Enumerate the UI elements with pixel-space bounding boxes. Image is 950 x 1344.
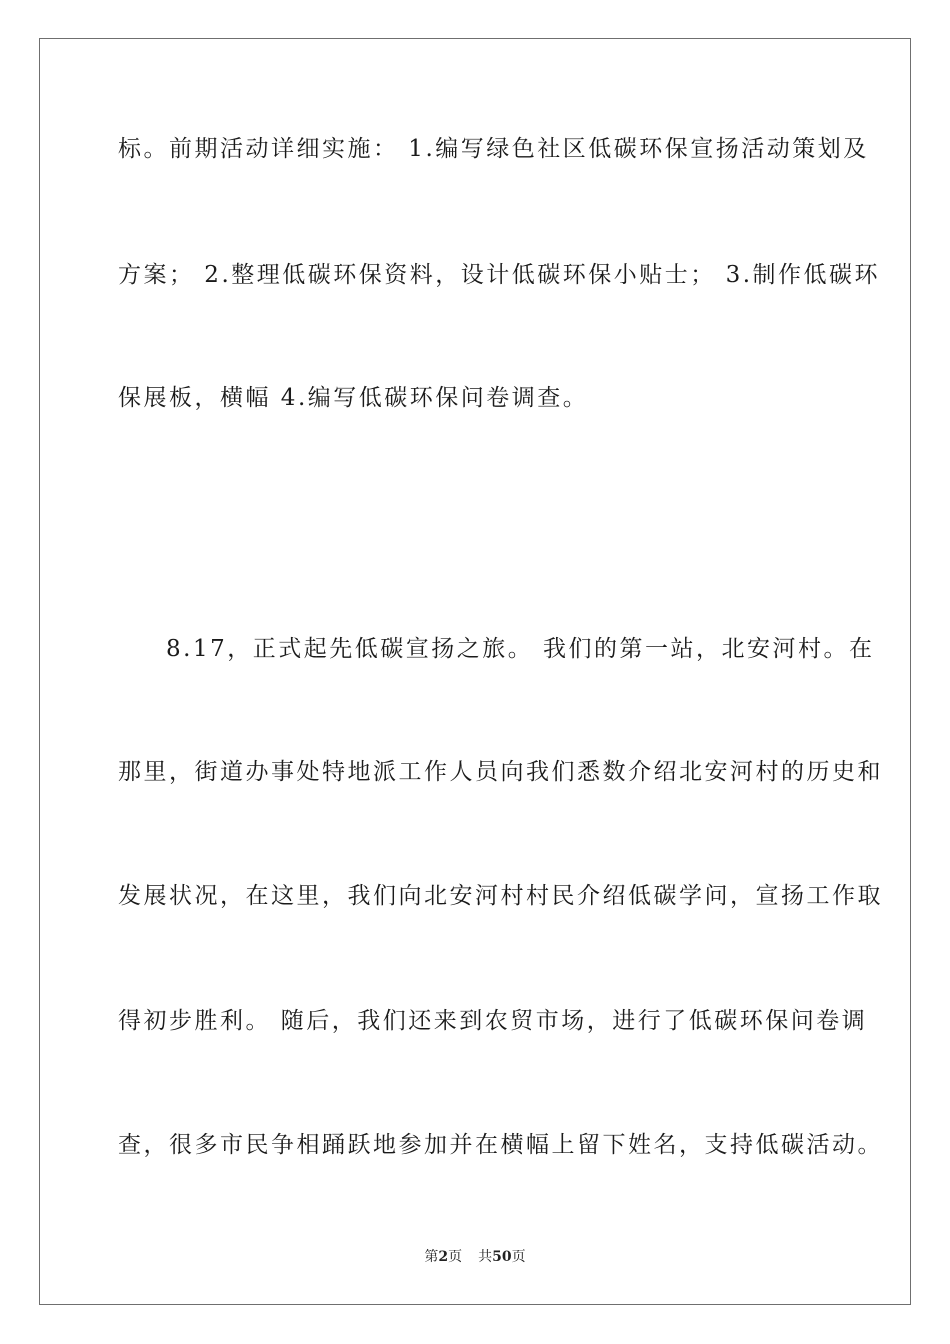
- paragraph-1-line-3: 保展板，横幅 4.编写低碳环保问卷调查。: [118, 385, 589, 411]
- paragraph-2-line-1: 8.17，正式起先低碳宣扬之旅。 我们的第一站，北安河村。在: [166, 636, 875, 662]
- page-border: [39, 38, 911, 1305]
- paragraph-2-line-2: 那里，街道办事处特地派工作人员向我们悉数介绍北安河村的历史和: [118, 759, 883, 785]
- paragraph-2-line-5: 查，很多市民争相踊跃地参加并在横幅上留下姓名，支持低碳活动。: [118, 1132, 883, 1158]
- footer-page-suffix: 页: [448, 1249, 463, 1265]
- footer-page-prefix: 第: [424, 1249, 439, 1265]
- paragraph-2-line-4: 得初步胜利。 随后，我们还来到农贸市场，进行了低碳环保问卷调: [118, 1008, 868, 1034]
- paragraph-1-line-2: 方案； 2.整理低碳环保资料，设计低碳环保小贴士； 3.制作低碳环: [118, 262, 881, 288]
- paragraph-1-line-1: 标。前期活动详细实施： 1.编写绿色社区低碳环保宣扬活动策划及: [118, 136, 869, 162]
- footer-total-suffix: 页: [511, 1249, 526, 1265]
- page-footer: [0, 1248, 950, 1266]
- footer-page-number: 2: [438, 1249, 449, 1265]
- footer-total-pages: 50: [492, 1249, 512, 1265]
- paragraph-2-line-3: 发展状况，在这里，我们向北安河村村民介绍低碳学问，宣扬工作取: [118, 883, 883, 909]
- footer-total-prefix: 共: [478, 1249, 493, 1265]
